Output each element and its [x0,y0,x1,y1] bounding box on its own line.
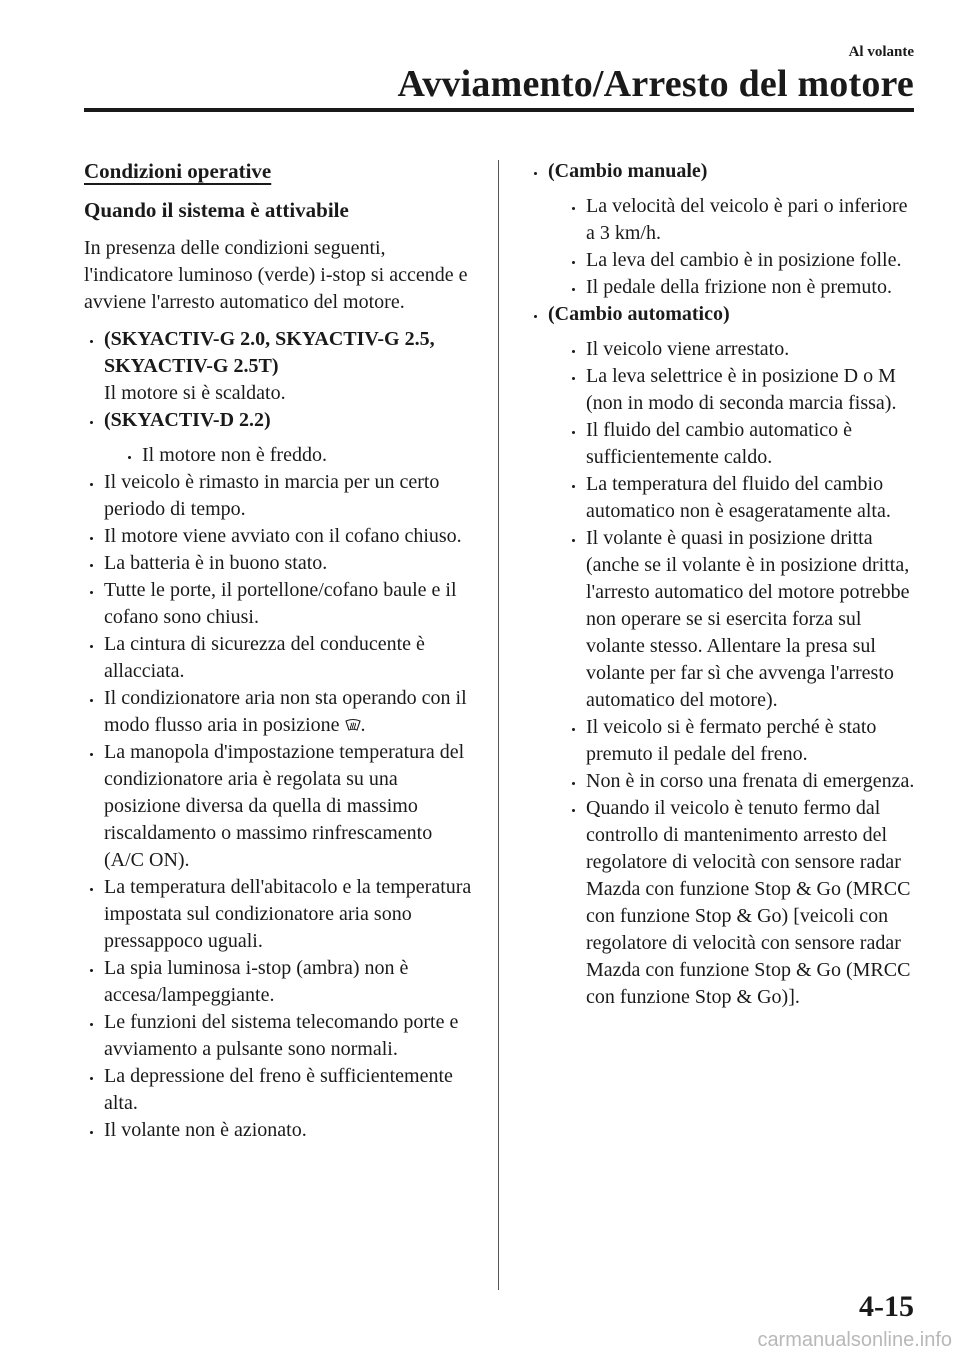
sub-list [566,193,920,301]
page-title: Avviamento/Arresto del motore [397,63,914,105]
list-item: La temperatura del fluido del cambio automatico non è esageratamente alta. [566,471,920,525]
right-column [528,158,920,1011]
list-item: La batteria è in buono stato. [84,550,474,577]
header-rule [84,108,914,112]
list-item [84,326,474,407]
transmission-label: (Cambio manuale) [548,160,708,182]
list-item: La manopola d'impostazione temperatura del condizionatore aria è regolata su una posizione diversa da quella di massimo riscaldamento o massimo rinfrescamento (A/C ON). [84,739,474,874]
list-item-text: Il motore si è scaldato. [104,382,286,404]
list-item [84,685,474,739]
transmission-conditions-list [528,158,920,1011]
list-item [528,158,920,301]
list-item: Il motore viene avviato con il cofano chiuso. [84,523,474,550]
list-item: Il veicolo si è fermato perché è stato premuto il pedale del freno. [566,714,920,768]
page-number: 4-15 [859,1290,914,1323]
list-item: Le funzioni del sistema telecomando porte e avviamento a pulsante sono normali. [84,1009,474,1063]
intro-paragraph: In presenza delle condizioni seguenti, l'indicatore luminoso (verde) i-stop si accende e avviene l'arresto automatico del motore. [84,237,468,313]
list-item: La velocità del veicolo è pari o inferiore a 3 km/h. [566,193,920,247]
list-item: La spia luminosa i-stop (ambra) non è accesa/lampeggiante. [84,955,474,1009]
list-item: Il pedale della frizione non è premuto. [566,274,920,301]
sub-list [122,442,474,469]
list-item: Non è in corso una frenata di emergenza. [566,768,920,795]
list-item: Il volante è quasi in posizione dritta (anche se il volante è in posizione dritta, l'arresto automatico del motore potrebbe non operare se si esercita forza sul volante stesso. Allentare la presa sul volante per far sì che avvenga l'arresto automatico del motore). [566,525,920,714]
list-item: Il motore non è freddo. [122,442,474,469]
list-item: La depressione del freno è sufficientemente alta. [84,1063,474,1117]
list-item-text: Il condizionatore aria non sta operando con il modo flusso aria in posizione [104,687,467,736]
windshield-defrost-icon [345,714,361,730]
list-item: La leva del cambio è in posizione folle. [566,247,920,274]
list-item: Quando il veicolo è tenuto fermo dal controllo di mantenimento arresto del regolatore di velocità con sensore radar Mazda con funzione Stop & Go (MRCC con funzione Stop & Go) [veicoli con regolatore di velocità con sensore radar Mazda con funzione Stop & Go (MRCC con funzione Stop & Go)]. [566,795,920,1011]
list-item: La leva selettrice è in posizione D o M (non in modo di seconda marcia fissa). [566,363,920,417]
list-item [84,407,474,469]
section-heading: Condizioni operative [84,159,272,183]
list-item: La cintura di sicurezza del conducente è allacciata. [84,631,474,685]
list-item [528,301,920,1011]
list-item: Il volante non è azionato. [84,1117,474,1144]
sub-heading: Quando il sistema è attivabile [84,198,349,222]
list-item: La temperatura dell'abitacolo e la temperatura impostata sul condizionatore aria sono pressappoco uguali. [84,874,474,955]
sub-list [566,336,920,1011]
list-item: Tutte le porte, il portellone/cofano baule e il cofano sono chiusi. [84,577,474,631]
list-item: Il veicolo viene arrestato. [566,336,920,363]
list-item: Il fluido del cambio automatico è sufficientemente caldo. [566,417,920,471]
list-item: Il veicolo è rimasto in marcia per un certo periodo di tempo. [84,469,474,523]
watermark: carmanualsonline.info [757,1329,952,1351]
list-item-text: . [360,714,366,736]
chapter-label: Al volante [848,44,914,60]
column-divider [498,160,499,1290]
transmission-label: (Cambio automatico) [548,303,730,325]
left-column [84,158,474,1144]
engine-variant-label: (SKYACTIV-G 2.0, SKYACTIV-G 2.5, SKYACTIV-G 2.5T) [104,328,435,377]
conditions-list [84,326,474,1144]
engine-variant-label: (SKYACTIV-D 2.2) [104,409,271,431]
